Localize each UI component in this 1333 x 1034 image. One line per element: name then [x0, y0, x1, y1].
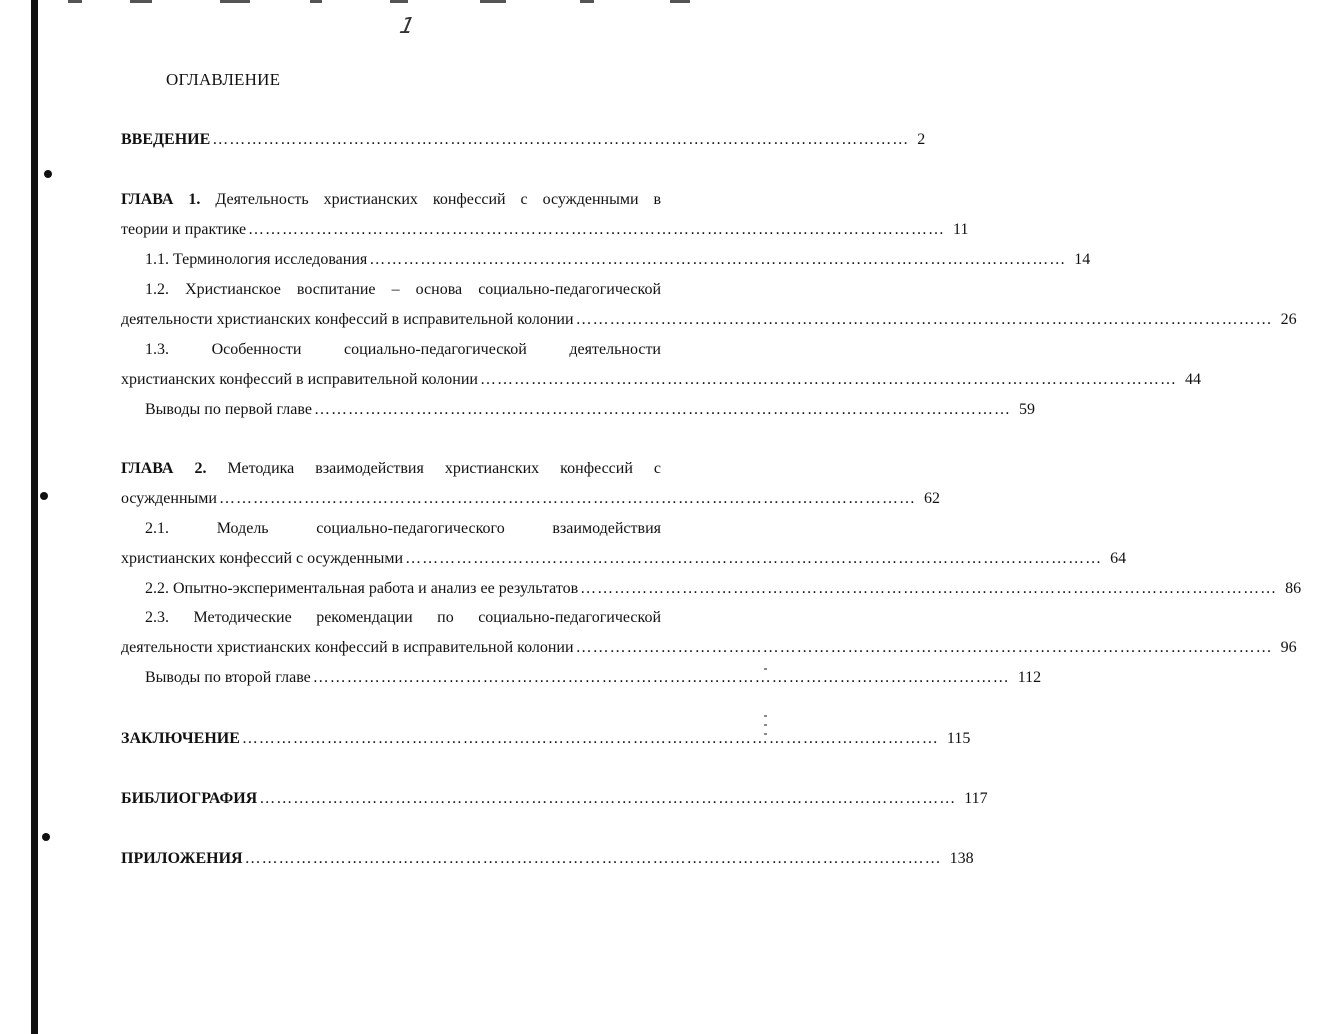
punch-hole-mark [44, 170, 52, 178]
dot-leader: …………………………………………………………………………………………………………… [218, 490, 916, 507]
toc-section-1-1 [145, 249, 1091, 271]
toc-page-number: 86 [1285, 580, 1302, 597]
dot-leader: …………………………………………………………………………………………………………… [479, 371, 1177, 388]
toc-chapter-label: ГЛАВА 1. [121, 191, 201, 208]
toc-entry-text: деятельности христианских конфессий в исправительной колонии [121, 311, 574, 328]
toc-section-2-3-line-2 [121, 637, 1297, 659]
toc-conclusions-chapter-2 [145, 667, 1042, 689]
scan-edge-mark [764, 715, 767, 717]
toc-section-2-2 [145, 578, 1302, 600]
page-title: ОГЛАВЛЕНИЕ [166, 70, 281, 89]
scan-edge-mark [764, 724, 767, 726]
toc-page-number: 2 [917, 131, 926, 148]
toc-entry-label: ЗАКЛЮЧЕНИЕ [121, 730, 240, 747]
dot-leader: …………………………………………………………………………………………………………… [580, 580, 1278, 597]
toc-page-number: 59 [1018, 401, 1035, 418]
toc-chapter-1-line-2 [121, 219, 969, 241]
dot-leader: …………………………………………………………………………………………………………… [575, 311, 1273, 328]
punch-hole-mark [42, 833, 50, 841]
dot-leader: …………………………………………………………………………………………………………… [313, 401, 1011, 418]
toc-page-number: 26 [1280, 311, 1297, 328]
toc-page-number: 117 [964, 790, 988, 807]
scan-top-marks [60, 0, 760, 6]
dot-leader: …………………………………………………………………………………………………………… [244, 850, 942, 867]
toc-chapter-2-line-1 [121, 458, 661, 480]
toc-section-2-3-line-1: 2.3. Методические рекомендации по социально-педагогической [145, 609, 661, 626]
toc-entry-label: ПРИЛОЖЕНИЯ [121, 850, 243, 867]
toc-section-2-1-line-1: 2.1. Модель социально-педагогического взаимодействия [145, 520, 661, 537]
dot-leader: …………………………………………………………………………………………………………… [575, 639, 1273, 656]
dot-leader: …………………………………………………………………………………………………………… [248, 221, 946, 238]
dot-leader: …………………………………………………………………………………………………………… [241, 730, 939, 747]
toc-chapter-1-line-1 [121, 189, 661, 211]
toc-page-number: 44 [1184, 371, 1201, 388]
dot-leader: …………………………………………………………………………………………………………… [405, 550, 1103, 567]
toc-page-number: 138 [949, 850, 974, 867]
toc-entry-text: теории и практике [121, 221, 247, 238]
toc-entry-text: Методика взаимодействия христианских конфессий с [227, 460, 661, 477]
toc-page-number: 11 [953, 221, 969, 238]
toc-section-2-1-line-2 [121, 548, 1127, 570]
toc-entry-appendices [121, 848, 974, 870]
toc-entry-conclusion [121, 728, 971, 750]
toc-page-number: 96 [1280, 639, 1297, 656]
toc-entry-text: деятельности христианских конфессий в исправительной колонии [121, 639, 574, 656]
toc-page-number: 115 [946, 730, 971, 747]
toc-section-1-2-line-1: 1.2. Христианское воспитание – основа социально-педагогической [145, 281, 661, 298]
toc-chapter-2-line-2 [121, 488, 940, 510]
toc-entry-label: БИБЛИОГРАФИЯ [121, 790, 258, 807]
toc-entry-text: осужденными [121, 490, 217, 507]
toc-page-number: 112 [1017, 669, 1042, 686]
toc-conclusions-chapter-1 [145, 399, 1035, 421]
toc-section-1-3-line-1: 1.3. Особенности социально-педагогической деятельности [145, 341, 661, 358]
toc-section-1-2-line-2 [121, 309, 1297, 331]
toc-page-number: 64 [1110, 550, 1127, 567]
toc-section-1-3-line-2 [121, 369, 1201, 391]
punch-hole-mark [40, 492, 48, 500]
toc-entry-text: 2.2. Опытно-экспериментальная работа и анализ ее результатов [145, 580, 579, 597]
dot-leader: …………………………………………………………………………………………………………… [259, 790, 957, 807]
toc-chapter-label: ГЛАВА 2. [121, 460, 207, 477]
toc-page-number: 14 [1074, 251, 1091, 268]
dot-leader: …………………………………………………………………………………………………………… [369, 251, 1067, 268]
handwritten-page-number: 1 [397, 14, 417, 39]
toc-entry-text: 1.1. Терминология исследования [145, 251, 368, 268]
toc-entry-text: Деятельность христианских конфессий с осужденными в [215, 191, 661, 208]
toc-entry-bibliography [121, 788, 988, 810]
toc-entry-introduction [121, 129, 926, 151]
toc-entry-text: Выводы по второй главе [145, 669, 311, 686]
dot-leader: …………………………………………………………………………………………………………… [212, 131, 910, 148]
scan-binding-edge [31, 0, 38, 1034]
toc-entry-text: Выводы по первой главе [145, 401, 312, 418]
toc-entry-text: христианских конфессий с осужденными [121, 550, 404, 567]
toc-entry-text: христианских конфессий в исправительной колонии [121, 371, 478, 388]
toc-page-number: 62 [923, 490, 940, 507]
dot-leader: …………………………………………………………………………………………………………… [312, 669, 1010, 686]
toc-entry-label: ВВЕДЕНИЕ [121, 131, 211, 148]
